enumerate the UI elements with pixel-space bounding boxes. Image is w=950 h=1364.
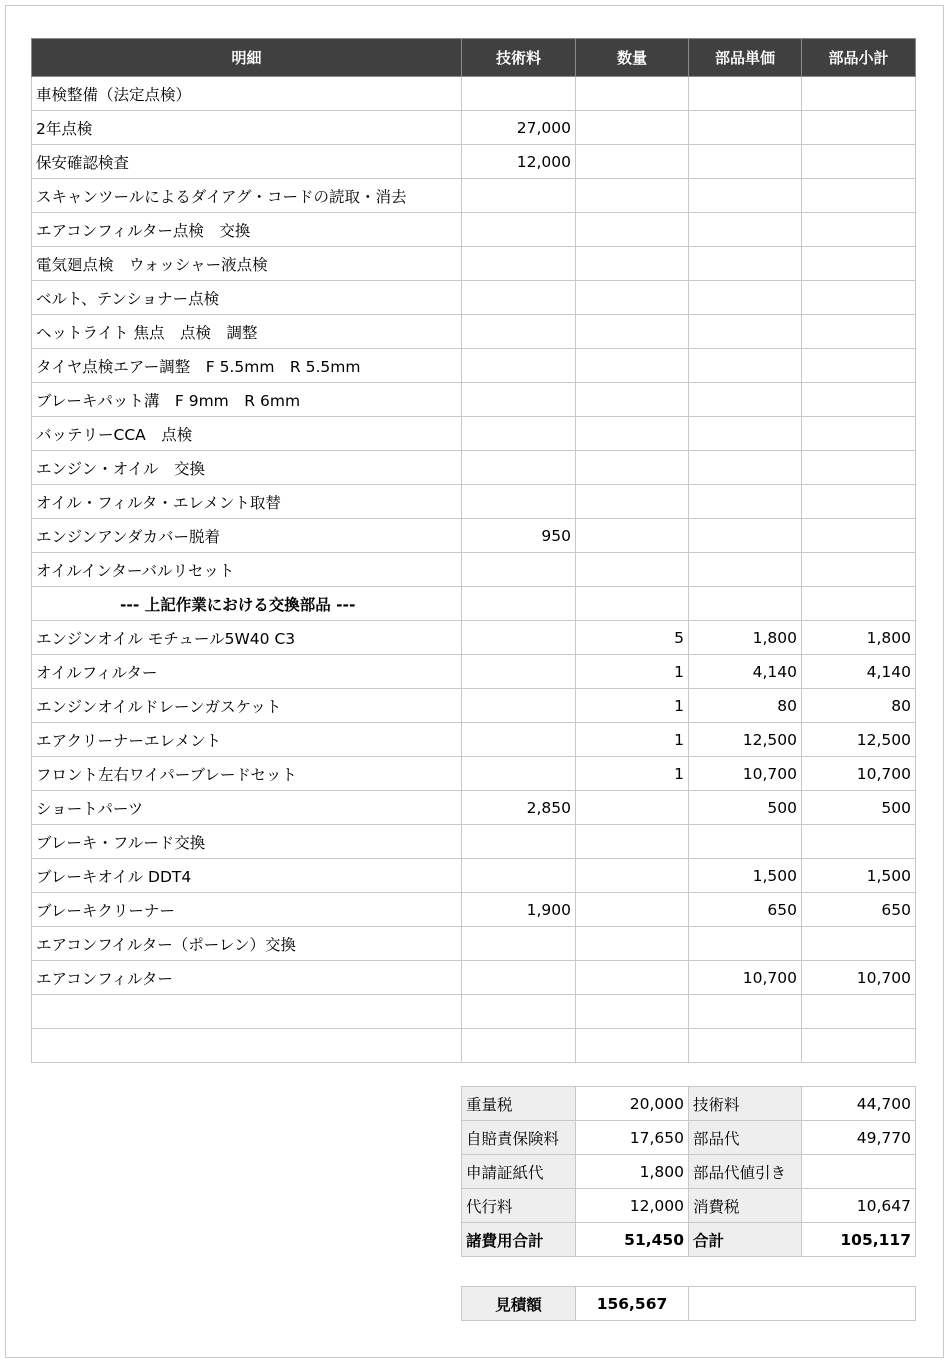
col-qty-header: 数量 bbox=[576, 39, 689, 77]
cell-subtotal: 12,500 bbox=[802, 723, 916, 757]
cell-detail: オイルインターバルリセット bbox=[32, 553, 462, 587]
cell-labor bbox=[462, 349, 576, 383]
table-row bbox=[32, 213, 916, 247]
cell-detail: エンジンアンダカバー脱着 bbox=[32, 519, 462, 553]
table-row bbox=[32, 961, 916, 995]
summary-body bbox=[462, 1087, 916, 1257]
table-row bbox=[32, 417, 916, 451]
summary-table bbox=[461, 1086, 916, 1257]
cell-unit-price bbox=[689, 281, 802, 315]
cell-qty bbox=[576, 893, 689, 927]
cell-subtotal bbox=[802, 247, 916, 281]
cell-subtotal: 500 bbox=[802, 791, 916, 825]
cell-qty bbox=[576, 315, 689, 349]
cell-subtotal bbox=[802, 1029, 916, 1063]
cell-qty: 1 bbox=[576, 655, 689, 689]
summary-label: 合計 bbox=[689, 1223, 802, 1257]
cell-detail: エアコンフィルター点検 交換 bbox=[32, 213, 462, 247]
summary-value: 10,647 bbox=[802, 1189, 916, 1223]
cell-unit-price bbox=[689, 519, 802, 553]
cell-labor: 12,000 bbox=[462, 145, 576, 179]
cell-subtotal bbox=[802, 179, 916, 213]
cell-labor bbox=[462, 451, 576, 485]
cell-unit-price: 4,140 bbox=[689, 655, 802, 689]
estimate-blank-cell bbox=[689, 1287, 916, 1321]
table-row bbox=[32, 689, 916, 723]
summary-row bbox=[462, 1189, 916, 1223]
cell-unit-price bbox=[689, 927, 802, 961]
cell-labor bbox=[462, 1029, 576, 1063]
cell-subtotal: 80 bbox=[802, 689, 916, 723]
cell-unit-price bbox=[689, 247, 802, 281]
estimate-label: 見積額 bbox=[462, 1287, 576, 1321]
cell-labor bbox=[462, 553, 576, 587]
cell-qty bbox=[576, 281, 689, 315]
cell-subtotal bbox=[802, 349, 916, 383]
cell-subtotal bbox=[802, 417, 916, 451]
cell-qty bbox=[576, 145, 689, 179]
cell-labor bbox=[462, 961, 576, 995]
cell-detail: ブレーキ・フルード交換 bbox=[32, 825, 462, 859]
cell-qty: 1 bbox=[576, 689, 689, 723]
cell-subtotal: 10,700 bbox=[802, 961, 916, 995]
summary-row bbox=[462, 1155, 916, 1189]
table-row bbox=[32, 621, 916, 655]
cell-subtotal bbox=[802, 485, 916, 519]
cell-detail: ブレーキパット溝 F 9mm R 6mm bbox=[32, 383, 462, 417]
cell-detail: 保安確認検査 bbox=[32, 145, 462, 179]
cell-detail: エアコンフィルター bbox=[32, 961, 462, 995]
table-row bbox=[32, 383, 916, 417]
cell-labor bbox=[462, 587, 576, 621]
cell-subtotal: 4,140 bbox=[802, 655, 916, 689]
estimate-row bbox=[462, 1287, 916, 1321]
cell-labor bbox=[462, 655, 576, 689]
summary-value: 49,770 bbox=[802, 1121, 916, 1155]
cell-qty bbox=[576, 247, 689, 281]
cell-labor bbox=[462, 247, 576, 281]
summary-value: 17,650 bbox=[576, 1121, 689, 1155]
table-row bbox=[32, 723, 916, 757]
cell-detail: 電気廻点検 ウォッシャー液点検 bbox=[32, 247, 462, 281]
cell-detail: ブレーキオイル DDT4 bbox=[32, 859, 462, 893]
table-row bbox=[32, 655, 916, 689]
summary-value bbox=[802, 1155, 916, 1189]
cell-detail: ヘットライト 焦点 点検 調整 bbox=[32, 315, 462, 349]
cell-labor bbox=[462, 179, 576, 213]
cell-unit-price: 12,500 bbox=[689, 723, 802, 757]
table-row bbox=[32, 1029, 916, 1063]
estimate-table bbox=[461, 1286, 916, 1321]
cell-subtotal: 1,500 bbox=[802, 859, 916, 893]
cell-labor bbox=[462, 315, 576, 349]
table-row bbox=[32, 485, 916, 519]
cell-detail: 車検整備（法定点検） bbox=[32, 77, 462, 111]
summary-value: 12,000 bbox=[576, 1189, 689, 1223]
cell-subtotal bbox=[802, 111, 916, 145]
cell-labor bbox=[462, 757, 576, 791]
cell-subtotal bbox=[802, 77, 916, 111]
cell-qty bbox=[576, 111, 689, 145]
cell-unit-price bbox=[689, 1029, 802, 1063]
table-row bbox=[32, 179, 916, 213]
summary-label: 自賠責保険料 bbox=[462, 1121, 576, 1155]
cell-subtotal bbox=[802, 995, 916, 1029]
table-row bbox=[32, 281, 916, 315]
cell-unit-price bbox=[689, 825, 802, 859]
items-header-row bbox=[32, 39, 916, 77]
cell-labor bbox=[462, 995, 576, 1029]
cell-subtotal bbox=[802, 553, 916, 587]
table-row bbox=[32, 111, 916, 145]
cell-detail: エンジンオイル モチュール5W40 C3 bbox=[32, 621, 462, 655]
cell-subtotal: 1,800 bbox=[802, 621, 916, 655]
table-row bbox=[32, 519, 916, 553]
cell-qty bbox=[576, 417, 689, 451]
table-row bbox=[32, 791, 916, 825]
cell-detail: ベルト、テンショナー点検 bbox=[32, 281, 462, 315]
table-row bbox=[32, 927, 916, 961]
col-labor-header: 技術料 bbox=[462, 39, 576, 77]
cell-qty bbox=[576, 927, 689, 961]
cell-subtotal bbox=[802, 281, 916, 315]
cell-detail bbox=[32, 1029, 462, 1063]
cell-qty bbox=[576, 825, 689, 859]
cell-labor: 27,000 bbox=[462, 111, 576, 145]
cell-detail: エアクリーナーエレメント bbox=[32, 723, 462, 757]
cell-qty: 1 bbox=[576, 723, 689, 757]
cell-unit-price bbox=[689, 383, 802, 417]
summary-label: 申請証紙代 bbox=[462, 1155, 576, 1189]
cell-qty bbox=[576, 587, 689, 621]
cell-qty bbox=[576, 77, 689, 111]
cell-subtotal bbox=[802, 213, 916, 247]
cell-labor bbox=[462, 213, 576, 247]
cell-detail: エンジンオイルドレーンガスケット bbox=[32, 689, 462, 723]
cell-unit-price bbox=[689, 77, 802, 111]
cell-unit-price bbox=[689, 145, 802, 179]
table-row bbox=[32, 825, 916, 859]
cell-unit-price: 80 bbox=[689, 689, 802, 723]
table-row bbox=[32, 859, 916, 893]
cell-unit-price bbox=[689, 111, 802, 145]
cell-unit-price: 1,500 bbox=[689, 859, 802, 893]
cell-qty bbox=[576, 349, 689, 383]
cell-labor bbox=[462, 77, 576, 111]
table-row bbox=[32, 893, 916, 927]
cell-unit-price bbox=[689, 995, 802, 1029]
estimate-value: 156,567 bbox=[576, 1287, 689, 1321]
cell-unit-price: 10,700 bbox=[689, 961, 802, 995]
cell-qty: 5 bbox=[576, 621, 689, 655]
summary-label: 消費税 bbox=[689, 1189, 802, 1223]
cell-unit-price bbox=[689, 213, 802, 247]
cell-detail: スキャンツールによるダイアグ・コードの読取・消去 bbox=[32, 179, 462, 213]
summary-value: 51,450 bbox=[576, 1223, 689, 1257]
summary-value: 44,700 bbox=[802, 1087, 916, 1121]
cell-detail: オイルフィルター bbox=[32, 655, 462, 689]
cell-labor: 2,850 bbox=[462, 791, 576, 825]
col-detail-header: 明細 bbox=[32, 39, 462, 77]
cell-subtotal bbox=[802, 451, 916, 485]
cell-subtotal bbox=[802, 315, 916, 349]
cell-unit-price: 10,700 bbox=[689, 757, 802, 791]
cell-qty bbox=[576, 383, 689, 417]
cell-qty bbox=[576, 961, 689, 995]
summary-label: 代行料 bbox=[462, 1189, 576, 1223]
cell-unit-price bbox=[689, 451, 802, 485]
cell-unit-price bbox=[689, 553, 802, 587]
summary-row bbox=[462, 1121, 916, 1155]
summary-total-row bbox=[462, 1223, 916, 1257]
summary-label: 部品代 bbox=[689, 1121, 802, 1155]
cell-qty bbox=[576, 859, 689, 893]
col-subtotal-header: 部品小計 bbox=[802, 39, 916, 77]
table-row bbox=[32, 451, 916, 485]
cell-subtotal bbox=[802, 519, 916, 553]
table-row bbox=[32, 995, 916, 1029]
cell-unit-price: 1,800 bbox=[689, 621, 802, 655]
table-row bbox=[32, 77, 916, 111]
summary-row bbox=[462, 1087, 916, 1121]
cell-qty bbox=[576, 553, 689, 587]
cell-subtotal bbox=[802, 587, 916, 621]
cell-subtotal bbox=[802, 825, 916, 859]
cell-labor bbox=[462, 825, 576, 859]
cell-qty bbox=[576, 1029, 689, 1063]
cell-qty bbox=[576, 519, 689, 553]
cell-subtotal bbox=[802, 145, 916, 179]
cell-detail: オイル・フィルタ・エレメント取替 bbox=[32, 485, 462, 519]
cell-labor: 950 bbox=[462, 519, 576, 553]
cell-detail: エンジン・オイル 交換 bbox=[32, 451, 462, 485]
table-row bbox=[32, 757, 916, 791]
cell-unit-price bbox=[689, 587, 802, 621]
cell-unit-price: 500 bbox=[689, 791, 802, 825]
cell-detail: バッテリーCCA 点検 bbox=[32, 417, 462, 451]
summary-label: 諸費用合計 bbox=[462, 1223, 576, 1257]
cell-labor bbox=[462, 417, 576, 451]
cell-qty: 1 bbox=[576, 757, 689, 791]
cell-labor bbox=[462, 281, 576, 315]
cell-labor bbox=[462, 723, 576, 757]
cell-labor bbox=[462, 689, 576, 723]
cell-labor bbox=[462, 621, 576, 655]
cell-qty bbox=[576, 451, 689, 485]
cell-qty bbox=[576, 485, 689, 519]
cell-detail: タイヤ点検エアー調整 F 5.5mm R 5.5mm bbox=[32, 349, 462, 383]
cell-detail: --- 上記作業における交換部品 --- bbox=[32, 587, 462, 621]
col-unit-price-header: 部品単価 bbox=[689, 39, 802, 77]
cell-subtotal: 10,700 bbox=[802, 757, 916, 791]
cell-subtotal bbox=[802, 927, 916, 961]
summary-value: 1,800 bbox=[576, 1155, 689, 1189]
cell-subtotal bbox=[802, 383, 916, 417]
cell-labor bbox=[462, 383, 576, 417]
cell-unit-price bbox=[689, 349, 802, 383]
table-row bbox=[32, 315, 916, 349]
items-body bbox=[32, 77, 916, 1063]
cell-detail: エアコンフイルター（ポーレン）交換 bbox=[32, 927, 462, 961]
table-row bbox=[32, 247, 916, 281]
table-row bbox=[32, 145, 916, 179]
cell-unit-price bbox=[689, 315, 802, 349]
items-table bbox=[31, 38, 916, 1063]
cell-qty bbox=[576, 995, 689, 1029]
cell-detail: 2年点検 bbox=[32, 111, 462, 145]
summary-label: 重量税 bbox=[462, 1087, 576, 1121]
cell-labor bbox=[462, 485, 576, 519]
cell-detail: ブレーキクリーナー bbox=[32, 893, 462, 927]
cell-labor bbox=[462, 927, 576, 961]
cell-subtotal: 650 bbox=[802, 893, 916, 927]
section-row bbox=[32, 587, 916, 621]
cell-detail: ショートパーツ bbox=[32, 791, 462, 825]
summary-value: 105,117 bbox=[802, 1223, 916, 1257]
table-row bbox=[32, 349, 916, 383]
cell-detail bbox=[32, 995, 462, 1029]
cell-labor bbox=[462, 859, 576, 893]
table-row bbox=[32, 553, 916, 587]
cell-detail: フロント左右ワイパーブレードセット bbox=[32, 757, 462, 791]
cell-qty bbox=[576, 791, 689, 825]
cell-labor: 1,900 bbox=[462, 893, 576, 927]
cell-unit-price bbox=[689, 485, 802, 519]
cell-unit-price bbox=[689, 179, 802, 213]
cell-qty bbox=[576, 213, 689, 247]
cell-unit-price bbox=[689, 417, 802, 451]
cell-unit-price: 650 bbox=[689, 893, 802, 927]
summary-label: 部品代値引き bbox=[689, 1155, 802, 1189]
summary-value: 20,000 bbox=[576, 1087, 689, 1121]
cell-qty bbox=[576, 179, 689, 213]
summary-label: 技術料 bbox=[689, 1087, 802, 1121]
